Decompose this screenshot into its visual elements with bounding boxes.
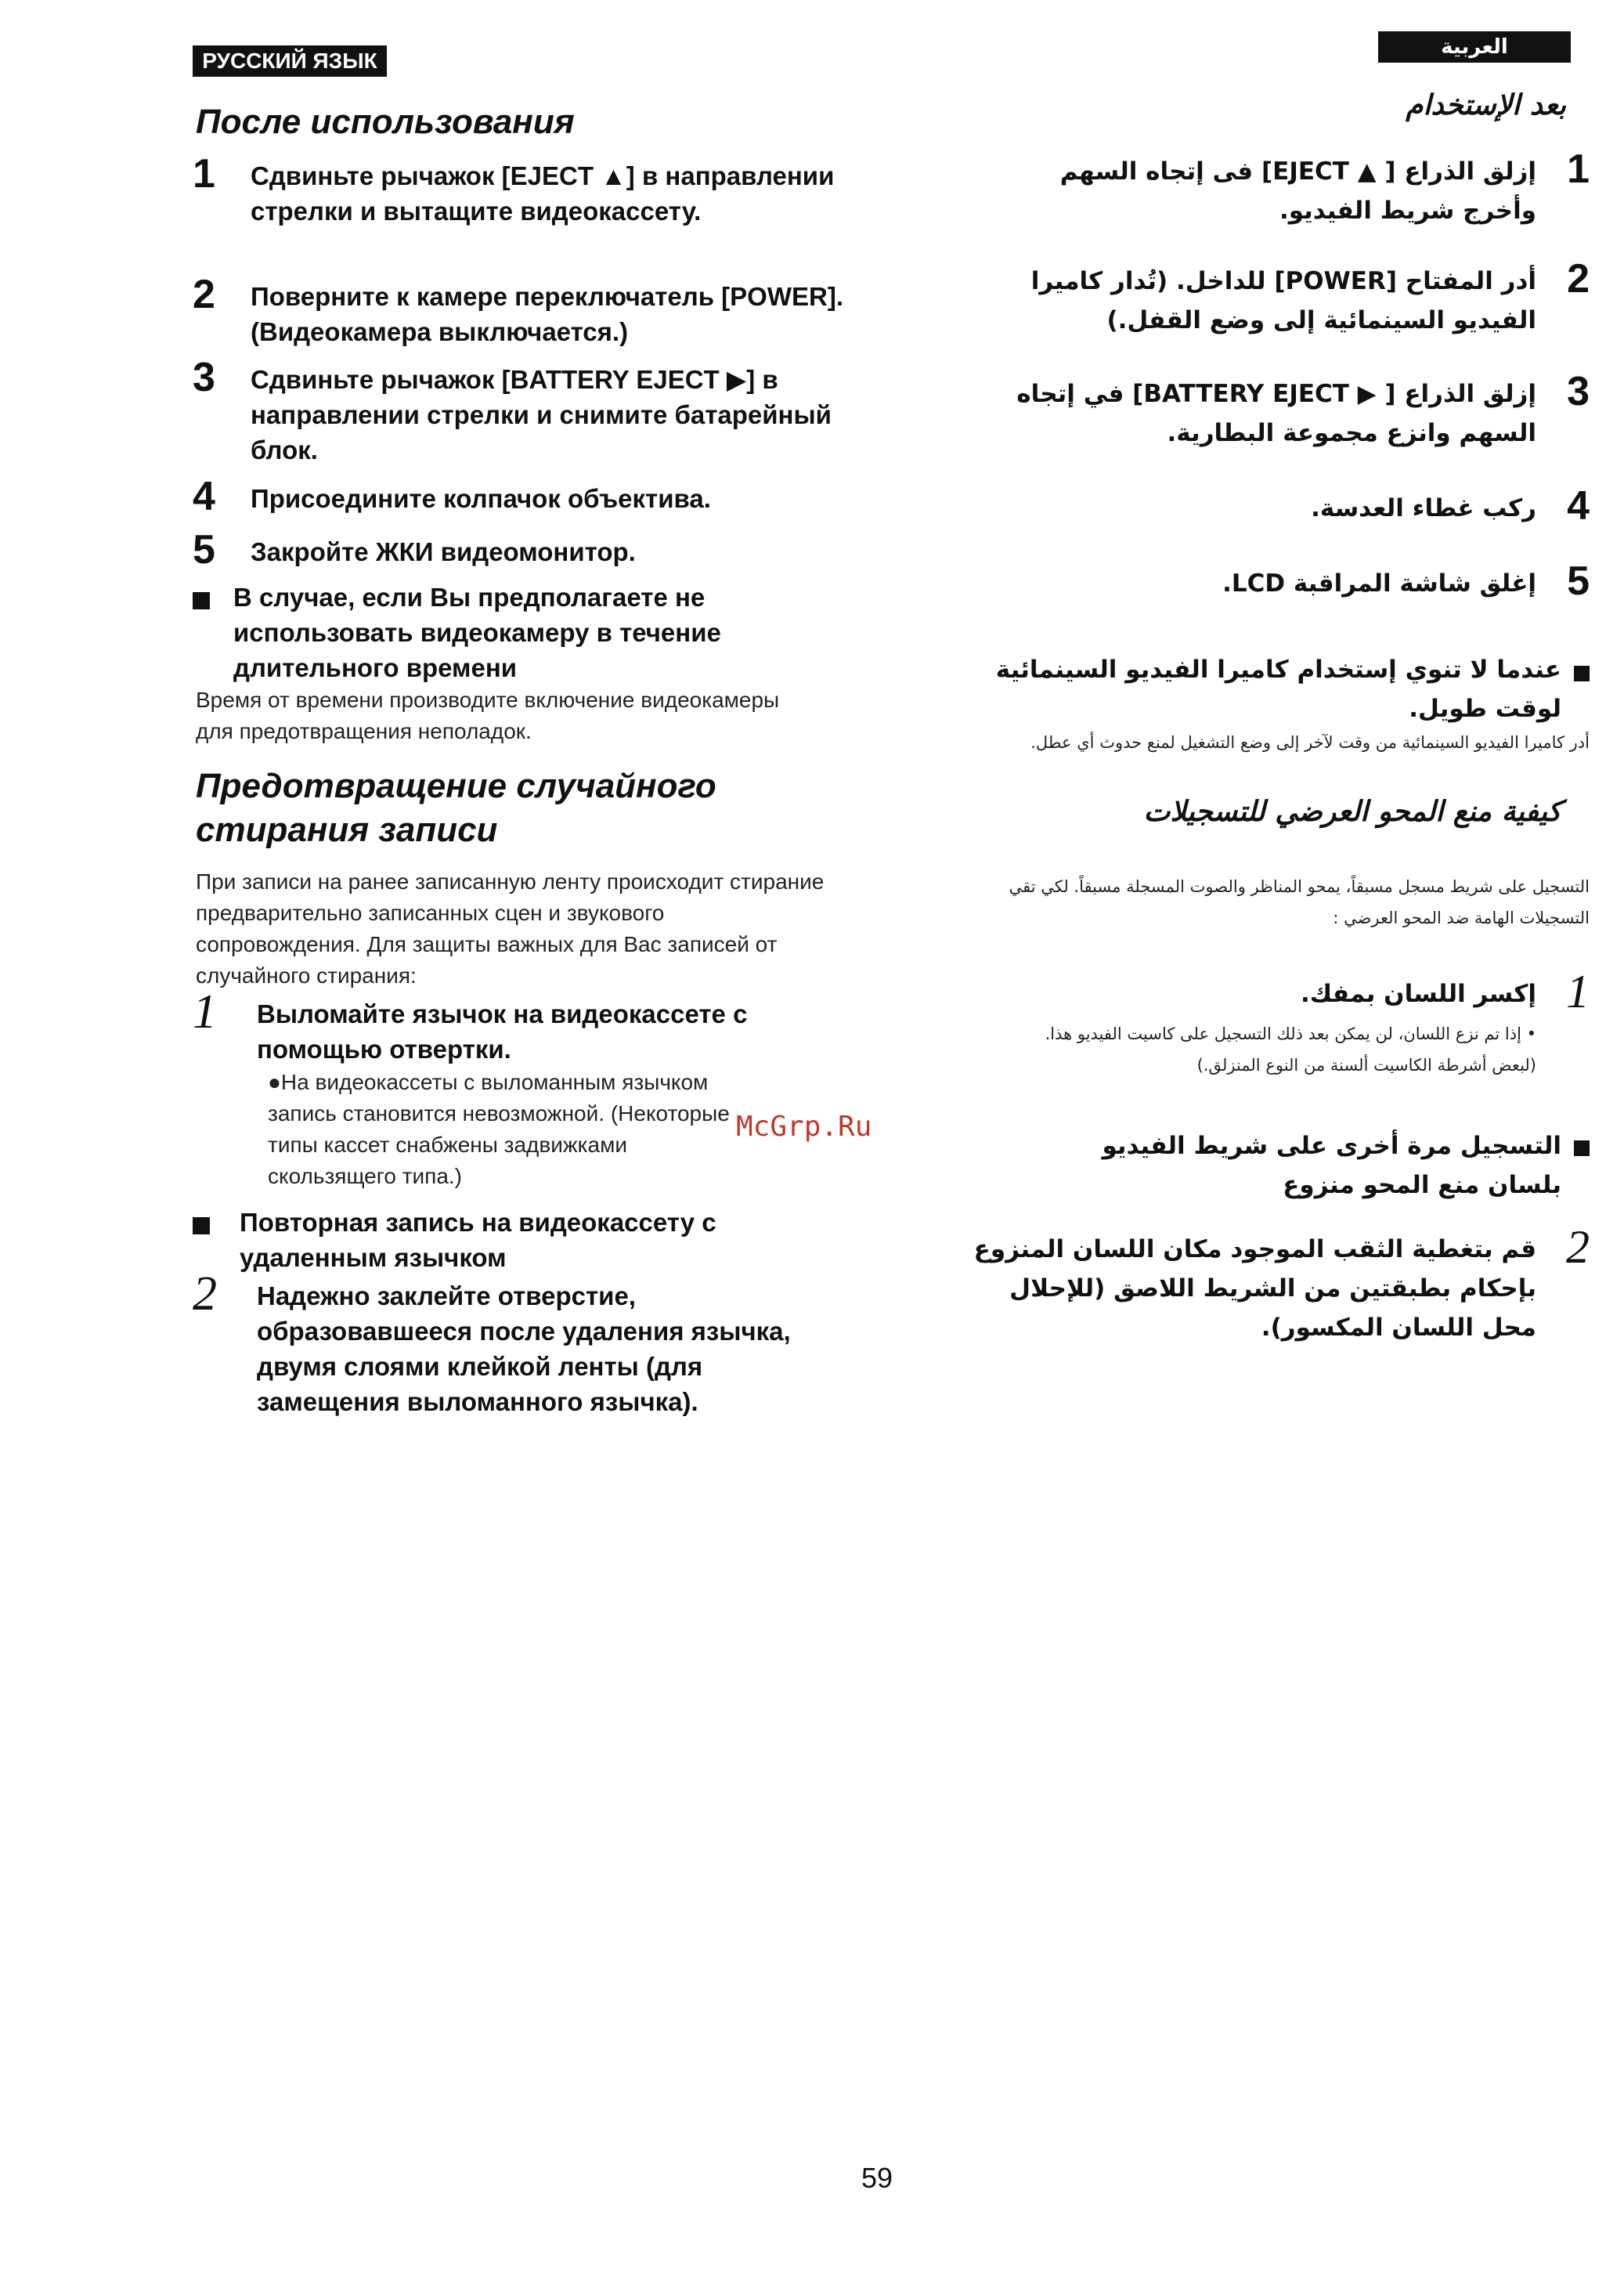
ar-prevent-step-1-text: إكسر اللسان بمفك. [1300,980,1536,1008]
ru-prevent-step-1-note: ●На видеокассеты с выломанным язычком запись становится невозможной. (Некоторые типы кассет снабжены задвижками скользящего типа.) [268,1070,730,1188]
ru-step-5 [193,529,835,573]
ar-long-term-text: أدر كاميرا الفيديو السينمائية من وقت لآخر إلى وضع التشغيل لمنع حدوث أي عطل. [1030,733,1590,752]
ru-step-5-text: Закройте ЖКИ видеомонитор. [251,537,636,566]
ru-step-4-number: 4 [193,474,215,519]
ru-step-1 [193,151,835,263]
prevent-erasure-title: Предотвращение случайного стирания записи [196,767,716,849]
ar-rerecord-heading: التسجيل مرة أخرى على شريط الفيديو بلسان منع المحو منزوع [1102,1132,1561,1199]
ar-step-5 [877,558,1590,608]
ru-step-1-number: 1 [193,151,215,197]
square-bullet-icon [1574,666,1590,681]
ar-prevent-step-2-text: قم بتغطية الثقب الموجود مكان اللسان المنزوع بإحكام بطبقتين من الشريط اللاصق (للإحلال محل اللسان المكسور). [973,1235,1536,1342]
long-term-text: Время от времени производите включение видеокамеры для предотвращения неполадок. [196,688,780,743]
ru-prevent-step-1-number: 1 [193,985,217,1039]
long-term-heading: В случае, если Вы предполагаете не использовать видеокамеру в течение длительного времени [233,583,721,682]
ar-step-4-text: ركب غطاء العدسة. [1311,494,1536,522]
ar-prevent-step-1-note: • إذا تم نزع اللسان، لن يمكن بعد ذلك التسجيل على كاسيت الفيديو هذا. (لبعض أشرطة الكاسيت ألسنة من النوع المنزلق.) [1045,1024,1536,1075]
ru-prevent-step-2 [193,1267,835,1430]
ar-step-2-number: 2 [1567,256,1590,302]
ar-step-5-text: إغلق شاشة المراقبة LCD. [1222,569,1536,598]
ru-step-3-number: 3 [193,355,215,400]
ru-prevent-step-2-number: 2 [193,1267,217,1321]
ar-step-1-text: إزلق الذراع [ ▲ EJECT] فى إتجاه السهم وأخرج شريط الفيديو. [1059,157,1536,225]
ar-step-3-number: 3 [1567,369,1590,414]
ru-step-4-text: Присоедините колпачок объектива. [251,484,711,513]
language-tag-russian: РУССКИЙ ЯЗЫК [193,45,387,77]
ar-step-1 [877,146,1590,243]
ar-prevent-step-2-number: 2 [1566,1221,1590,1273]
ru-prevent-step-2-text: Надежно заклейте отверстие, образовавшееся после удаления язычка, двумя слоями клейкой ленты (для замещения выломанного язычка). [257,1281,791,1416]
page-number: 59 [861,2162,893,2194]
square-bullet-icon [1574,1140,1590,1156]
ar-prevent-erasure-intro: التسجيل على شريط مسجل مسبقاً، يمحو المناظر والصوت المسجلة مسبقاً. لكي تقي التسجيلات الهامة ضد المحو العرضي : [1009,877,1590,927]
ar-step-2-text: أدر المفتاح [POWER] للداخل. (تُدار كاميرا الفيديو السينمائية إلى وضع القفل.) [1030,267,1536,334]
ru-step-2-text: Поверните к камере переключатель [POWER]. (Видеокамера выключается.) [251,282,844,346]
ru-step-2-number: 2 [193,272,215,317]
ar-prevent-erasure-title: كيفية منع المحو العرضي للتسجيلات [1143,796,1561,828]
square-bullet-icon [193,592,210,609]
watermark: McGrp.Ru [736,1111,872,1143]
ar-step-5-number: 5 [1567,558,1590,604]
ar-long-term-heading: عندما لا تنوي إستخدام كاميرا الفيديو السينمائية لوقت طويل. [995,656,1561,723]
ru-step-1-text: Сдвиньте рычажок [EJECT ▲] в направлении стрелки и вытащите видеокассету. [251,161,835,226]
ar-step-4-number: 4 [1567,483,1590,529]
square-bullet-icon [193,1217,210,1234]
ar-step-4 [877,483,1590,533]
after-use-title: После использования [196,103,575,141]
ar-step-1-number: 1 [1567,146,1590,192]
ar-after-use-title: بعد الإستخدام [1406,89,1566,121]
ru-step-2 [193,272,844,352]
rerecord-heading: Повторная запись на видеокассету с удаленным язычком [240,1208,716,1272]
ar-step-2 [877,258,1590,352]
ar-step-3-text: إزلق الذراع [ ▶ BATTERY EJECT] في إتجاه السهم وانزع مجموعة البطارية. [1016,380,1536,447]
ru-prevent-step-1-text: Выломайте язычок на видеокассете с помощью отвертки. [257,999,748,1064]
ar-prevent-step-2 [877,1221,1590,1368]
ar-prevent-step-1 [877,966,1590,1018]
prevent-erasure-intro: При записи на ранее записанную ленту происходит стирание предварительно записанных сцен и звукового сопровождения. Для защиты важных для Вас записей от случайного стирания: [196,869,825,988]
ru-step-4 [193,476,835,520]
ar-step-3 [877,371,1590,465]
ru-step-5-number: 5 [193,527,215,573]
ar-prevent-step-1-number: 1 [1566,966,1590,1017]
ru-step-3 [193,357,835,467]
language-tag-arabic: العربية [1378,31,1571,63]
ru-step-3-text: Сдвиньте рычажок [BATTERY EJECT ▶] в направлении стрелки и снимите батарейный блок. [251,365,832,464]
